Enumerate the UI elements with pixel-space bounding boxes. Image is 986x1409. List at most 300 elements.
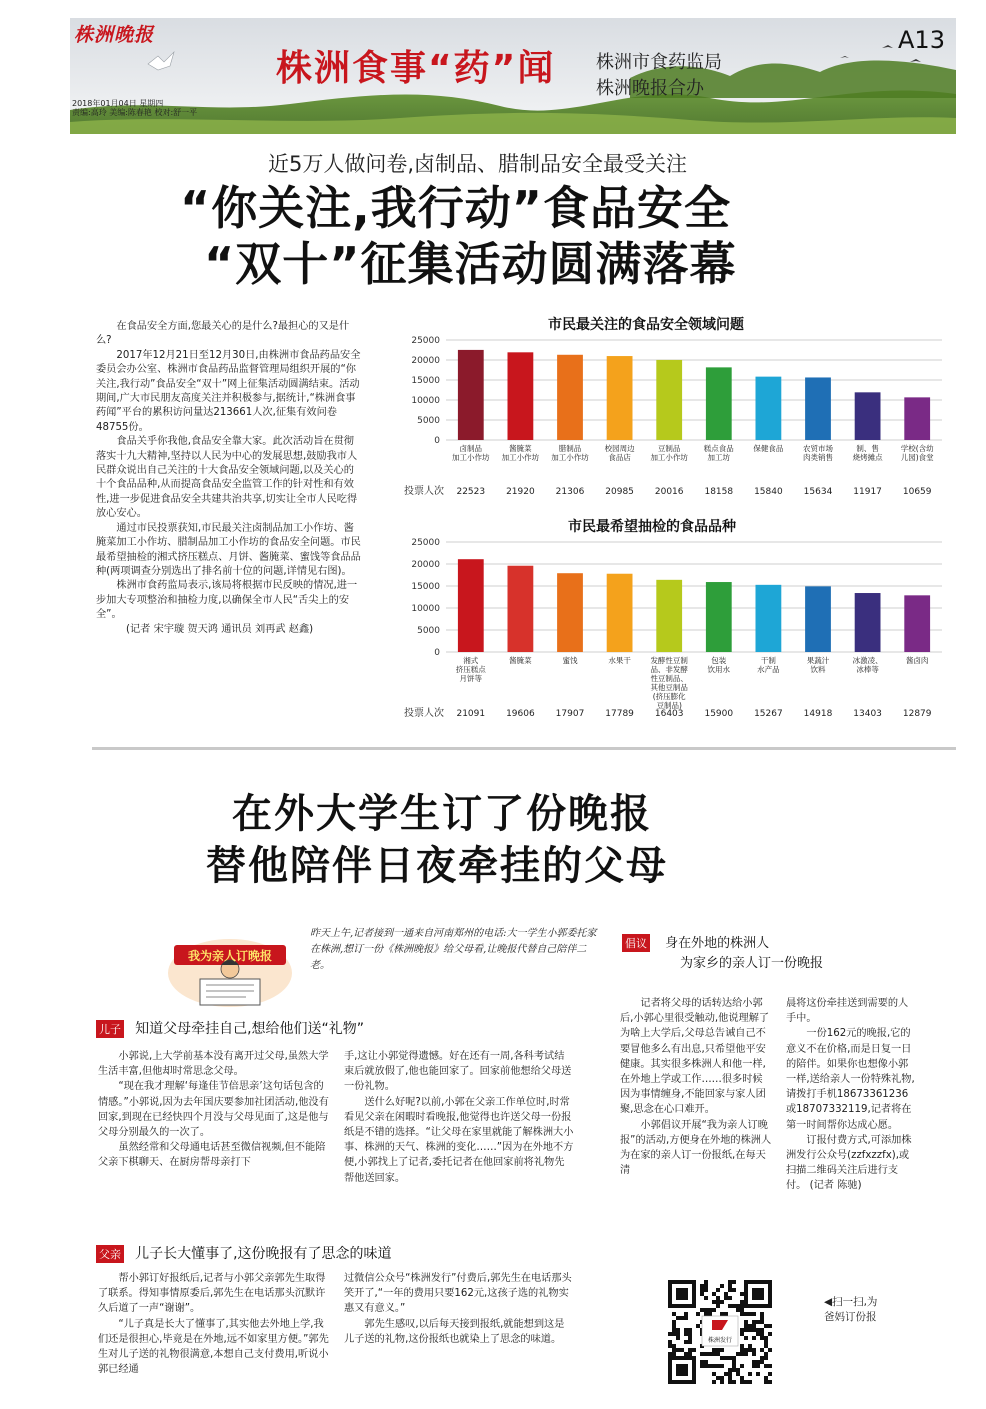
story1-headline-line1: “你关注,我行动”食品安全 — [180, 181, 731, 235]
qr-module — [752, 1320, 756, 1324]
qr-module — [712, 1292, 716, 1296]
y-tick-label: 0 — [434, 436, 440, 446]
x-tick-label: 制、售 — [856, 444, 879, 453]
data-label: 13403 — [853, 709, 882, 719]
qr-module — [688, 1332, 692, 1336]
row-label: 投票人次 — [404, 708, 444, 719]
data-label: 10659 — [902, 487, 932, 497]
data-label: 15267 — [754, 709, 783, 719]
qr-module — [764, 1376, 768, 1380]
qr-module — [760, 1348, 764, 1352]
advice-paragraph: 晨将这份牵挂送到需要的人手中。 — [786, 998, 909, 1025]
bar — [706, 582, 732, 652]
qr-module — [704, 1296, 708, 1300]
x-tick-label: 月饼等 — [459, 674, 483, 683]
chart2-bar-chart — [400, 536, 948, 722]
x-tick-label: 湘式 — [463, 656, 479, 665]
y-tick-label: 0 — [434, 648, 440, 658]
data-label: 14918 — [803, 709, 833, 719]
qr-module — [748, 1324, 752, 1328]
qr-module — [752, 1312, 756, 1316]
advice-paragraph: 小郭倡议开展“我为亲人订晚报”的活动,方便身在外地的株洲人为在家的亲人订一份报纸,在每天清 — [620, 1119, 772, 1177]
father-column-2 — [344, 1271, 574, 1347]
qr-module — [752, 1324, 756, 1328]
qr-module — [760, 1356, 764, 1360]
qr-module — [728, 1368, 732, 1372]
x-tick-label: 挤压糕点 — [455, 665, 486, 674]
campaign-badge-text: 我为亲人订晚报 — [187, 949, 272, 963]
scan-line-1: ◀扫一扫,为 — [824, 1296, 878, 1308]
bar — [855, 392, 881, 440]
qr-module — [732, 1380, 736, 1384]
x-tick-label: 饮料 — [810, 665, 826, 674]
qr-module — [688, 1336, 692, 1340]
qr-module — [728, 1296, 732, 1300]
story1-body — [96, 320, 364, 637]
qr-module — [696, 1312, 700, 1316]
qr-module — [672, 1328, 676, 1332]
bar — [904, 595, 930, 652]
story2-headline-line2: 替他陪伴日夜牵挂的父母 — [206, 843, 668, 889]
paper-logo: 株洲晚报 — [74, 24, 155, 46]
qr-module — [748, 1328, 752, 1332]
data-label: 15900 — [704, 709, 734, 719]
bar — [855, 593, 881, 652]
qr-module — [740, 1328, 744, 1332]
qr-module — [716, 1304, 720, 1308]
qr-module — [768, 1348, 772, 1352]
qr-module — [684, 1328, 688, 1332]
x-tick-label: 其他豆制品 — [650, 683, 688, 692]
story1-paragraph: 株洲市食药监局表示,该局将根据市民反映的情况,进一步加大专项整治和抽检力度,以确保全市人民“舌尖上的安全”。 — [96, 580, 358, 621]
son-section-header — [96, 1018, 364, 1038]
qr-module — [764, 1380, 768, 1384]
qr-module — [716, 1364, 720, 1368]
qr-module — [744, 1312, 748, 1316]
qr-module — [744, 1336, 748, 1340]
data-label: 22523 — [456, 487, 486, 497]
story1-paragraph: 食品关乎你我他,食品安全靠大家。此次活动旨在贯彻落实十九大精神,坚持以人民为中心的发展思想,鼓励我市人民群众说出自己关注的十大食品安全领域问题,以及关心的十个食品品种,从而提高食品安全监管工作的针对性和有效性,进一步促进食品安全共建共治共享,切实让全市人民吃得放心安心。 — [96, 436, 358, 520]
qr-module — [708, 1352, 712, 1356]
qr-module — [716, 1352, 720, 1356]
x-tick-label: 酱腌菜 — [509, 444, 532, 453]
qr-module — [704, 1352, 708, 1356]
qr-module — [728, 1284, 732, 1288]
qr-module — [672, 1348, 676, 1352]
section-title: 株洲食事“药”闻 — [276, 48, 556, 89]
qr-module — [672, 1352, 676, 1356]
x-tick-label: 肉类销售 — [803, 453, 833, 462]
y-tick-label: 15000 — [411, 376, 440, 386]
qr-module — [740, 1348, 744, 1352]
qr-module — [700, 1360, 704, 1364]
x-tick-label: 酱腌菜 — [509, 656, 532, 665]
qr-module — [724, 1292, 728, 1296]
qr-module — [676, 1348, 680, 1352]
qr-module — [768, 1372, 772, 1376]
bar — [904, 397, 930, 440]
qr-module — [752, 1348, 756, 1352]
qr-module — [716, 1300, 720, 1304]
y-tick-label: 5000 — [417, 416, 440, 426]
qr-module — [720, 1356, 724, 1360]
qr-module — [760, 1328, 764, 1332]
qr-module — [724, 1356, 728, 1360]
qr-module — [740, 1376, 744, 1380]
qr-module — [768, 1380, 772, 1384]
data-label: 19606 — [506, 709, 535, 719]
x-tick-label: 豆制品 — [657, 444, 681, 453]
qr-module — [688, 1340, 692, 1344]
y-tick-label: 10000 — [411, 604, 440, 614]
x-tick-label: 腊制品 — [558, 444, 582, 453]
qr-module — [688, 1348, 692, 1352]
story1-headline-line2: “双十”征集活动圆满落幕 — [204, 237, 737, 291]
bar — [557, 355, 583, 440]
qr-module — [732, 1304, 736, 1308]
father-tag: 父亲 — [96, 1245, 124, 1263]
qr-module — [708, 1312, 712, 1316]
qr-module — [740, 1364, 744, 1368]
x-tick-label: 水产品 — [757, 665, 780, 674]
qr-module — [736, 1372, 740, 1376]
bar — [458, 350, 484, 440]
qr-module — [736, 1368, 740, 1372]
qr-module — [756, 1320, 760, 1324]
bar — [756, 585, 782, 652]
qr-module — [720, 1300, 724, 1304]
qr-module — [700, 1352, 704, 1356]
issue-date: 2018年01月04日 星期四 — [72, 99, 164, 108]
qr-module — [740, 1304, 744, 1308]
bar — [458, 559, 484, 652]
bar — [607, 574, 633, 652]
qr-module — [668, 1332, 672, 1336]
qr-module — [740, 1292, 744, 1296]
qr-module — [740, 1312, 744, 1316]
qr-module — [712, 1352, 716, 1356]
qr-module — [764, 1352, 768, 1356]
chart1-title: 市民最关注的食品安全领域问题 — [548, 317, 744, 333]
data-label: 11917 — [853, 487, 882, 497]
x-tick-label: 果蔬汁 — [806, 656, 830, 665]
data-label: 21920 — [506, 487, 535, 497]
qr-module — [716, 1376, 720, 1380]
qr-module — [684, 1316, 688, 1320]
father-paragraph: 过微信公众号“株洲发行”付费后,郭先生在电话那头笑开了,“一年的费用只要162元,这孩子选的礼物实惠又有意义。” — [344, 1273, 572, 1315]
qr-module — [764, 1340, 768, 1344]
qr-module — [716, 1296, 720, 1300]
qr-module — [672, 1312, 676, 1316]
page-number: A13 — [898, 26, 945, 54]
x-tick-label: 包装 — [711, 656, 727, 665]
qr-module — [732, 1356, 736, 1360]
qr-module — [732, 1360, 736, 1364]
x-tick-label: 蜜饯 — [562, 656, 578, 665]
qr-module — [728, 1376, 732, 1380]
qr-module — [712, 1364, 716, 1368]
story1-kicker: 近5万人做问卷,卤制品、腊制品安全最受关注 — [268, 152, 688, 176]
advice-paragraph: 订报付费方式,可添加株洲发行公众号(zzfxzzfx),或扫描二维码关注后进行支付。 (记者 陈驰) — [786, 1134, 912, 1192]
son-tag: 儿子 — [96, 1020, 124, 1038]
x-tick-label: 冰棒等 — [856, 665, 879, 674]
qr-module — [756, 1332, 760, 1336]
qr-module — [716, 1288, 720, 1292]
qr-module — [744, 1348, 748, 1352]
qr-module — [768, 1364, 772, 1368]
qr-module — [720, 1284, 724, 1288]
x-tick-label: 儿园)食堂 — [900, 453, 934, 462]
qr-module — [704, 1312, 708, 1316]
x-tick-label: 豆制品) — [656, 701, 682, 710]
qr-module — [736, 1304, 740, 1308]
bar — [656, 580, 682, 652]
story1-paragraph: 在食品安全方面,您最关心的是什么?最担心的又是什么? — [96, 321, 350, 347]
father-column-1 — [98, 1271, 330, 1377]
qr-module — [700, 1308, 704, 1312]
father-section-header — [96, 1243, 392, 1263]
advice-head-line1: 身在外地的株洲人 — [665, 936, 770, 951]
row-label: 投票人次 — [404, 486, 444, 497]
qr-module — [764, 1344, 768, 1348]
x-tick-label: 卤制品 — [459, 444, 483, 453]
x-tick-label: 加工小作坊 — [501, 453, 540, 462]
son-paragraph: 手,这让小郭觉得遗憾。好在还有一周,各科考试结束后就放假了,他也能回家了。回家前他想给父母送一份礼物。 — [344, 1051, 572, 1093]
qr-module — [708, 1364, 712, 1368]
advice-column-2 — [786, 996, 918, 1194]
y-tick-label: 25000 — [411, 336, 440, 346]
y-tick-label: 5000 — [417, 626, 440, 636]
data-label: 21306 — [555, 487, 585, 497]
bar — [756, 377, 782, 440]
qr-module — [704, 1364, 708, 1368]
chart2-title: 市民最希望抽检的食品品种 — [568, 519, 736, 535]
data-label: 20985 — [605, 487, 634, 497]
qr-module — [736, 1352, 740, 1356]
qr-module — [704, 1308, 708, 1312]
qr-module — [732, 1288, 736, 1292]
qr-module — [740, 1332, 744, 1336]
father-heading: 儿子长大懂事了,这份晚报有了思念的味道 — [135, 1246, 392, 1262]
y-tick-label: 15000 — [411, 582, 440, 592]
x-tick-label: 发酵性豆制 — [650, 656, 688, 665]
story1-byline: (记者 宋宇璇 贺天鸿 通讯员 刘再武 赵鑫) — [126, 623, 314, 635]
qr-module — [748, 1380, 752, 1384]
data-label: 15840 — [754, 487, 783, 497]
qr-module — [740, 1352, 744, 1356]
qr-module — [676, 1332, 680, 1336]
father-paragraph: “儿子真是长大了懂事了,其实他去外地上学,我们还是很担心,毕竟是在外地,远不如家里方便。”郭先生对儿子送的礼物很满意,本想自己支付费用,听说小郭已经通 — [98, 1318, 329, 1376]
qr-module — [688, 1328, 692, 1332]
qr-module — [756, 1328, 760, 1332]
qr-module — [672, 1324, 676, 1328]
qr-module — [720, 1312, 724, 1316]
qr-module — [712, 1308, 716, 1312]
data-label: 18158 — [704, 487, 734, 497]
qr-module — [764, 1356, 768, 1360]
son-heading: 知道父母牵挂自己,想给他们送“礼物” — [135, 1021, 365, 1037]
x-tick-label: 干制 — [760, 656, 776, 665]
x-tick-label: 加工小作坊 — [452, 453, 490, 462]
qr-module — [704, 1288, 708, 1292]
qr-module — [752, 1364, 756, 1368]
qr-module — [748, 1312, 752, 1316]
qr-module — [728, 1304, 732, 1308]
father-paragraph: 帮小郭订好报纸后,记者与小郭父亲郭先生取得了联系。得知事情原委后,郭先生在电话那头沉默许久后道了一声“谢谢”。 — [98, 1273, 326, 1315]
scan-instruction — [824, 1295, 877, 1325]
x-tick-label: 加工坊 — [707, 453, 731, 462]
x-tick-label: 水果干 — [608, 656, 631, 665]
bar — [656, 360, 682, 440]
x-tick-label: 糕点食品 — [703, 444, 734, 453]
x-tick-label: 酱卤肉 — [905, 656, 929, 665]
qr-module — [720, 1376, 724, 1380]
qr-module — [728, 1356, 732, 1360]
qr-module — [760, 1320, 764, 1324]
qr-module — [688, 1352, 692, 1356]
qr-module — [712, 1380, 716, 1384]
qr-module — [704, 1284, 708, 1288]
bar — [508, 352, 534, 440]
x-tick-label: 农贸市场 — [803, 444, 833, 453]
editor-credits: 责编:高玲 美编:陈春艳 校对:舒一平 — [72, 108, 198, 117]
qr-module — [744, 1352, 748, 1356]
qr-module — [684, 1340, 688, 1344]
son-column-1 — [98, 1049, 330, 1171]
qr-module — [676, 1316, 680, 1320]
data-label: 21091 — [456, 709, 486, 719]
qr-module — [700, 1292, 704, 1296]
son-column-2 — [344, 1049, 574, 1186]
qr-module — [692, 1348, 696, 1352]
qr-module — [680, 1316, 684, 1320]
qr-module — [672, 1320, 676, 1324]
scan-line-2: 爸妈订份报 — [824, 1311, 877, 1323]
qr-module — [712, 1348, 716, 1352]
qr-module — [728, 1280, 732, 1284]
qr-module — [744, 1320, 748, 1324]
qr-module — [684, 1332, 688, 1336]
qr-module — [672, 1332, 676, 1336]
qr-module — [760, 1336, 764, 1340]
advice-paragraph: 一份162元的晚报,它的意义不在价格,而是日复一日的陪伴。如果你也想像小郭一样,送给亲人一份特殊礼物,请拨打手机18673361236或18707332119,记者将在第一时间帮你达成心愿。 — [786, 1028, 915, 1131]
qr-module — [744, 1324, 748, 1328]
x-tick-label: 性豆制品、 — [650, 674, 688, 683]
qr-module — [684, 1352, 688, 1356]
qr-module — [748, 1344, 752, 1348]
qr-module — [760, 1332, 764, 1336]
qr-module — [668, 1352, 672, 1356]
x-tick-label: 食品店 — [608, 453, 631, 462]
qr-module — [716, 1348, 720, 1352]
data-label: 17789 — [605, 709, 634, 719]
bar — [805, 586, 831, 652]
newspaper-reader-illustration — [166, 925, 294, 1009]
qr-module — [748, 1348, 752, 1352]
qr-module — [712, 1300, 716, 1304]
qr-module — [728, 1288, 732, 1292]
qr-module — [752, 1352, 756, 1356]
son-paragraph: 小郭说,上大学前基本没有离开过父母,虽然大学生活丰富,但他却时常思念父母。 — [98, 1051, 329, 1078]
story1-paragraph: 2017年12月21日至12月30日,由株洲市食品药品安全委员会办公室、株洲市食品药品监督管理局组织开展的“你关注,我行动”食品安全“双十”网上征集活动圆满结束。活动期间,广大市民朋友高度关注并积极参与,据统计,“株洲食事药闻”平台的累积访问量达213661人次,征集有效问卷48755份。 — [96, 349, 361, 433]
qr-module — [764, 1364, 768, 1368]
bar — [706, 367, 732, 440]
data-label: 15634 — [803, 487, 833, 497]
x-tick-label: 饮用水 — [707, 665, 731, 674]
son-paragraph: 送什么好呢?以前,小郭在父亲工作单位时,时常看见父亲在闲暇时看晚报,他觉得也许送父母一份报纸是不错的选择。“让父母在家里就能了解株洲大小事、株洲的天气、株洲的变化……”因为在外地不方便,小郭找上了记者,委托记者在他回家前将礼物先帮他送回家。 — [344, 1096, 574, 1184]
qr-module — [704, 1280, 708, 1284]
qr-module — [676, 1336, 680, 1340]
qr-module — [740, 1380, 744, 1384]
y-tick-label: 20000 — [411, 560, 440, 570]
qr-module — [672, 1344, 676, 1348]
y-tick-label: 25000 — [411, 538, 440, 548]
qr-module — [712, 1372, 716, 1376]
qr-module — [732, 1368, 736, 1372]
qr-module — [756, 1360, 760, 1364]
y-tick-label: 20000 — [411, 356, 440, 366]
qr-module — [744, 1328, 748, 1332]
advice-paragraph: 记者将父母的话转达给小郭后,小郭心里很受触动,他说理解了为啥上大学后,父母总告诫自己不要冒他多么有出息,只希望他平安健康。其实很多株洲人和他一样,在外地上学或工作……很多时候因为事情缠身,不能回家与家人团聚,思念在心口难开。 — [620, 998, 770, 1116]
x-tick-label: 冰激凌、 — [852, 656, 883, 665]
qr-module — [736, 1308, 740, 1312]
bar — [508, 566, 534, 652]
campaign-badge — [166, 925, 294, 1009]
x-tick-label: 学校(含幼 — [900, 444, 934, 453]
qr-module — [764, 1324, 768, 1328]
qr-module — [724, 1312, 728, 1316]
qr-module — [728, 1380, 732, 1384]
qr-module — [676, 1328, 680, 1332]
qr-module — [740, 1308, 744, 1312]
data-label: 20016 — [654, 487, 684, 497]
qr-module — [764, 1336, 768, 1340]
qr-module — [744, 1380, 748, 1384]
qr-module — [752, 1336, 756, 1340]
qr-module — [768, 1332, 772, 1336]
qr-module — [724, 1296, 728, 1300]
qr-code[interactable] — [664, 1276, 776, 1388]
sponsor-line-2: 株洲晚报合办 — [596, 78, 704, 99]
qr-module — [668, 1344, 672, 1348]
advice-column-1 — [620, 996, 772, 1178]
qr-module — [724, 1372, 728, 1376]
x-tick-label: 保健食品 — [753, 444, 784, 453]
qr-module — [696, 1324, 700, 1328]
story1-paragraph: 通过市民投票获知,市民最关注卤制品加工小作坊、酱腌菜加工小作坊、腊制品加工小作坊的食品安全问题。市民最希望抽检的湘式挤压糕点、月饼、酱腌菜、蜜饯等食品品种(两项调查分别选出了排名前十位的问题,详情见右图)。 — [96, 522, 361, 577]
y-tick-label: 10000 — [411, 396, 440, 406]
x-tick-label: 加工小作坊 — [551, 453, 589, 462]
bar — [557, 573, 583, 652]
son-paragraph: 虽然经常和父母通电话甚至微信视频,但不能陪父亲下棋聊天、在厨房帮母亲打下 — [98, 1142, 326, 1169]
qr-module — [704, 1360, 708, 1364]
qr-module — [732, 1280, 736, 1284]
advice-head-line2: 为家乡的亲人订一份晚报 — [680, 956, 824, 971]
qr-module — [700, 1288, 704, 1292]
qr-module — [756, 1372, 760, 1376]
x-tick-label: 校园周边 — [604, 444, 635, 453]
qr-module — [756, 1364, 760, 1368]
chart1-bar-chart — [400, 334, 948, 500]
x-tick-label: 加工小作坊 — [650, 453, 688, 462]
qr-module — [748, 1372, 752, 1376]
qr-module — [720, 1348, 724, 1352]
qr-module — [768, 1324, 772, 1328]
son-paragraph: “现在我才理解‘每逢佳节倍思亲’这句话包含的情感。”小郭说,因为去年国庆要参加社团活动,他没有回家,到现在已经快四个月没与父母见面了,这是他与父母分别最久的一次了。 — [98, 1081, 329, 1139]
qr-module — [740, 1344, 744, 1348]
advice-tag: 倡议 — [622, 934, 650, 952]
qr-module — [760, 1360, 764, 1364]
